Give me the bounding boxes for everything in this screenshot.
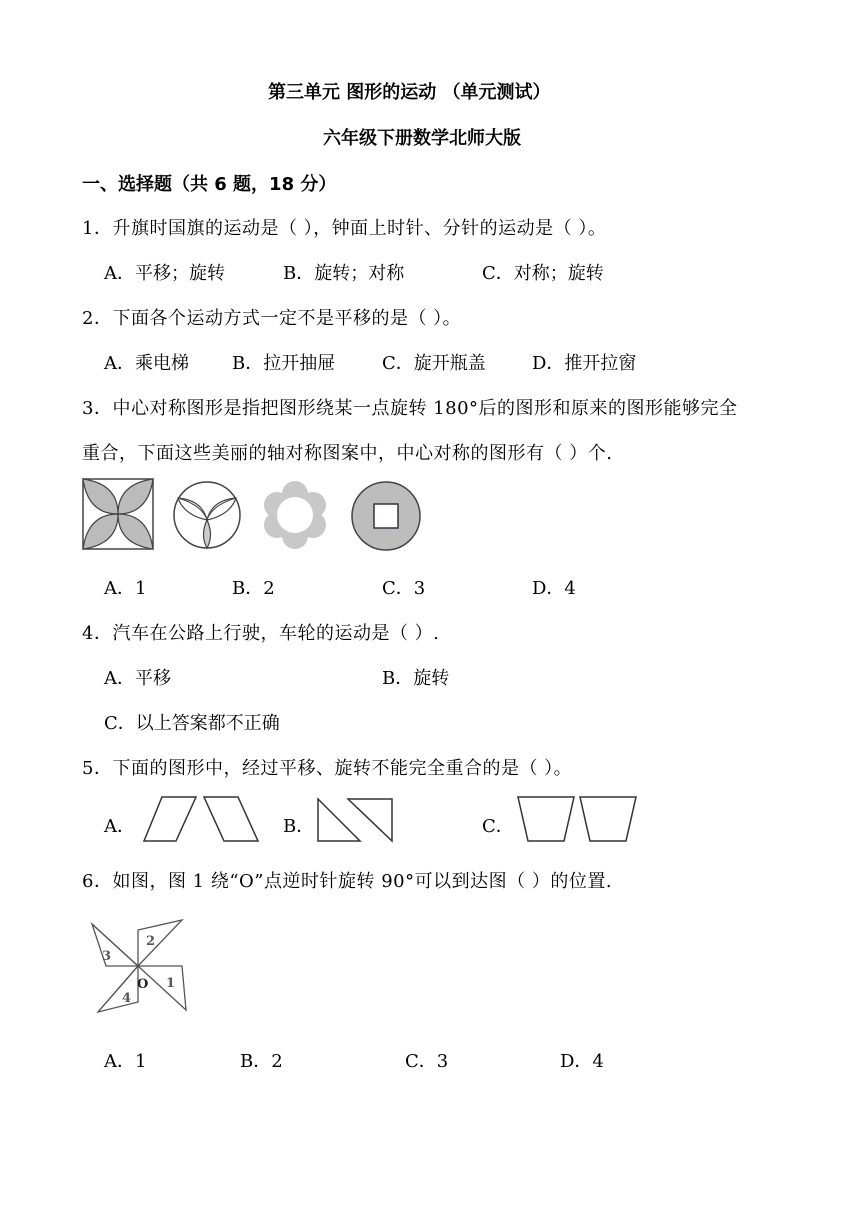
q3-option-a: A．1 <box>104 578 147 599</box>
q3-figure-coin <box>350 480 422 552</box>
q1-option-b: B．旋转；对称 <box>283 263 405 284</box>
q2-option-c: C．旋开瓶盖 <box>382 353 486 374</box>
q5-option-c-trapezoids <box>516 795 640 843</box>
q5-option-b: B． <box>283 816 315 837</box>
q4-option-a: A．平移 <box>104 668 171 689</box>
q3-option-d: D．4 <box>532 578 576 599</box>
q1-option-a: A．平移；旋转 <box>104 263 225 284</box>
q3-option-c: C．3 <box>382 578 426 599</box>
q6-figure-label-3: 3 <box>102 949 112 964</box>
q6-figure-label-o: O <box>137 977 149 992</box>
q6-option-b: B．2 <box>240 1051 283 1072</box>
q2-option-a: A．乘电梯 <box>104 353 189 374</box>
q3-option-b: B．2 <box>232 578 275 599</box>
q5-option-a-parallelograms <box>142 795 262 843</box>
q4-option-c: C．以上答案都不正确 <box>104 713 280 734</box>
q5-option-b-triangles <box>316 797 396 843</box>
question-3-stem-line1: 3．中心对称图形是指把图形绕某一点旋转 180°后的图形和原来的图形能够完全 <box>82 398 738 419</box>
q3-figure-flower <box>260 480 330 550</box>
page-subtitle: 六年级下册数学北师大版 <box>323 128 521 149</box>
q6-option-d: D．4 <box>560 1051 604 1072</box>
q3-figure-four-petal-square <box>82 478 154 550</box>
q2-option-b: B．拉开抽屉 <box>232 353 336 374</box>
q2-option-d: D．推开拉窗 <box>532 353 637 374</box>
section-heading: 一、选择题（共 6 题，18 分） <box>82 174 337 195</box>
q6-option-c: C．3 <box>405 1051 449 1072</box>
page-title: 第三单元 图形的运动 （单元测试） <box>268 82 551 103</box>
q6-option-a: A．1 <box>104 1051 147 1072</box>
question-6-stem: 6．如图，图 1 绕“O”点逆时针旋转 90°可以到达图（ ）的位置. <box>82 871 613 892</box>
q5-option-c: C． <box>482 816 514 837</box>
question-1-stem: 1．升旗时国旗的运动是（ ），钟面上时针、分针的运动是（ ）。 <box>82 218 607 239</box>
q4-option-b: B．旋转 <box>382 668 450 689</box>
question-4-stem: 4．汽车在公路上行驶，车轮的运动是（ ）. <box>82 623 440 644</box>
q6-figure-label-2: 2 <box>146 934 156 949</box>
q6-pinwheel-figure <box>90 918 200 1018</box>
q5-option-a: A． <box>104 816 135 837</box>
q6-figure-label-4: 4 <box>122 991 132 1006</box>
q3-figure-three-petal-circle <box>172 480 242 550</box>
q1-option-c: C．对称；旋转 <box>482 263 604 284</box>
question-2-stem: 2．下面各个运动方式一定不是平移的是（ ）。 <box>82 308 462 329</box>
question-3-stem-line2: 重合，下面这些美丽的轴对称图案中，中心对称的图形有（ ）个. <box>82 443 613 464</box>
q6-figure-label-1: 1 <box>166 976 176 991</box>
question-5-stem: 5．下面的图形中，经过平移、旋转不能完全重合的是（ ）。 <box>82 758 573 779</box>
